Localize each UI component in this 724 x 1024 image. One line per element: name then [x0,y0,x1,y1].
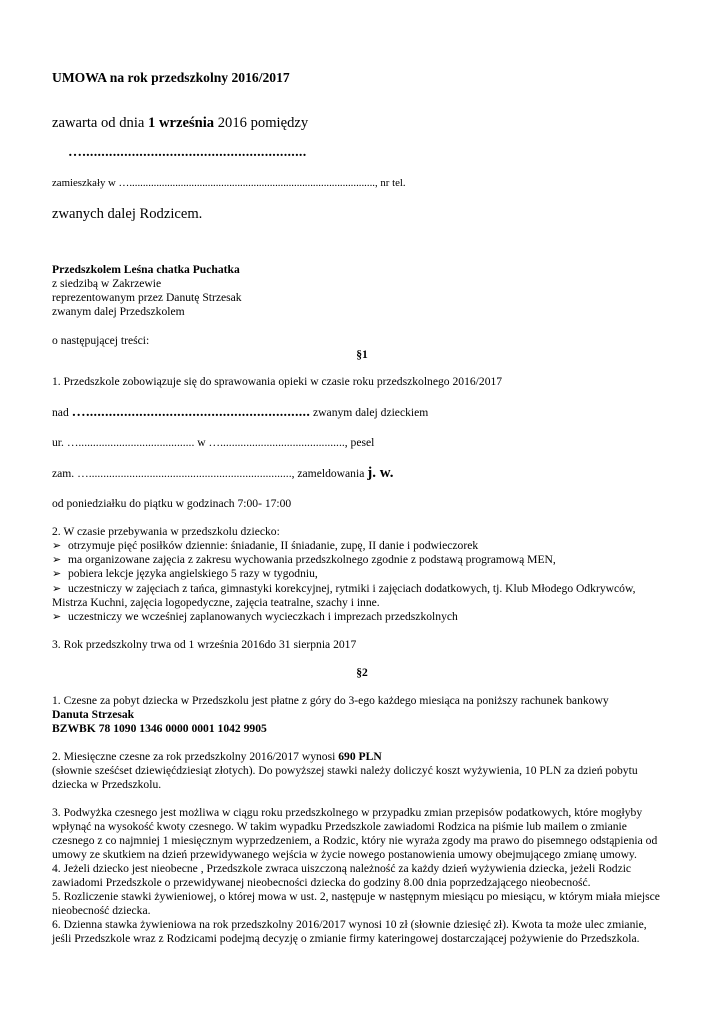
parent-called: zwanych dalej Rodzicem. [52,206,203,222]
following-text: o następującej treści: [52,334,150,347]
section2-p3-line: 3. Podwyżka czesnego jest możliwa w ciągu roku przedszkolnego w przypadku zmian przepisów podatkowych, które mogłyby [52,806,643,819]
section2-p1: 1. Czesne za pobyt dziecka w Przedszkolu jest płatne z góry do 3-ego każdego miesiąca na poniższy rachunek bankowy [52,694,609,707]
intro-post: 2016 pomiędzy [214,115,309,131]
child-pre: nad [52,406,72,419]
arrow-bullet-icon: ➢ [52,540,62,552]
arrow-bullet-icon: ➢ [52,611,62,623]
parent-name-blank: …........................................................... [68,145,307,160]
section2-p2-line: dziecka w Przedszkolu. [52,778,162,791]
section2-p5-line: nieobecność dziecka. [52,904,151,917]
bullet-item-continuation: Mistrza Kuchni, zajęcia logopedyczne, zajęcia teatralne, szachy i inne. [52,596,380,609]
section1-p2: 2. W czasie przebywania w przedszkolu dziecko: [52,525,280,538]
account-name: Danuta Strzesak [52,708,135,721]
section1-p1: 1. Przedszkole zobowiązuje się do sprawowania opieki w czasie roku przedszkolnego 2016/2017 [52,375,503,388]
section2-p3-line: wpłynąć na wysokość kwoty czesnego. W takim wypadku Przedszkole zawiadomi Rodzica na piśmie lub mailem o zmianie [52,820,627,833]
intro-pre: zawarta od dnia [52,115,149,131]
bullet-item: otrzymuje pięć posiłków dziennie: śniadanie, II śniadanie, zupę, II danie i podwieczorek [68,539,479,552]
section2-p2 [52,750,382,764]
section2-p2-line: (słownie sześćset dziewięćdziesiąt złotych). Do powyższej stawki należy doliczyć koszt wyżywienia, 10 PLN za dzień pobytu [52,764,638,777]
bullet-item: uczestniczy we wcześniej zaplanowanych wycieczkach i imprezach przedszkolnych [68,610,458,623]
section1-heading: §1 [356,348,368,361]
preschool-represented: reprezentowanym przez Danutę Strzesak [52,291,242,304]
arrow-bullet-icon: ➢ [52,554,62,566]
section2-p3-line: umowy ze skutkiem na dzień przewidywanego wejścia w życie nowego postanowienia umowy obejmującego zmianę umowy. [52,848,637,861]
section2-p4-line: zawiadomi Przedszkole o przewidywanej nieobecności dziecka do godziny 8.00 dnia poprzedzającego nieobecność. [52,876,591,889]
section2-p6-line: 6. Dzienna stawka żywieniowa na rok przedszkolny 2016/2017 wynosi 10 zł (słownie dziesięć zł). Kwota ta może ulec zmianie, [52,918,647,931]
section2-p2-pre: 2. Miesięczne czesne za rok przedszkolny 2016/2017 wynosi [52,750,339,763]
arrow-bullet-icon: ➢ [52,568,62,580]
bullet-item: pobiera lekcje języka angielskiego 5 razy w tygodniu, [68,567,318,580]
parent-address-line: zamieszkały w …..........................................................................................., nr tel. [52,177,406,189]
child-line [52,406,428,420]
intro-line [52,114,308,132]
section1-p3: 3. Rok przedszkolny trwa od 1 września 2016do 31 sierpnia 2017 [52,638,357,651]
child-post: zwanym dalej dzieckiem [310,406,429,419]
document-title: UMOWA na rok przedszkolny 2016/2017 [52,70,290,85]
bullet-item: uczestniczy w zajęciach z tańca, gimnastyki korekcyjnej, rytmiki i zajęciach dodatkowych, tj. Klub Młodego Odkrywców, [68,582,636,595]
residence-line [52,466,394,481]
arrow-bullet-icon: ➢ [52,583,62,595]
tuition-amount: 690 PLN [338,750,382,763]
hours-line: od poniedziałku do piątku w godzinach 7:00- 17:00 [52,497,292,510]
preschool-seat: z siedzibą w Zakrzewie [52,277,162,290]
residence-pre: zam. …......................................................................, zameldowania [52,467,368,480]
intro-date: 1 września [148,115,215,131]
section2-p4-line: 4. Jeżeli dziecko jest nieobecne , Przedszkole zwraca uiszczoną należność za każdy dzień wyżywienia dziecka, jeżeli Rodzic [52,862,632,875]
preschool-called: zwanym dalej Przedszkolem [52,305,185,318]
section2-p5-line: 5. Rozliczenie stawki żywieniowej, o której mowa w ust. 2, następuje w następnym miesiącu po miesiącu, w którym miała miejsce [52,890,660,903]
birth-line: ur. …........................................ w …..........................................., pesel [52,436,375,449]
bullet-item: ma organizowane zajęcia z zakresu wychowania przedszkolnego zgodnie z podstawą programową MEN, [68,553,556,566]
section2-heading: §2 [356,666,368,679]
child-name-blank: …........................................................... [71,405,311,420]
section2-p6-line: jeśli Przedszkole wraz z Rodzicami podejmą decyzję o zmianie firmy kateringowej dostarczającej pożywienie do Przedszkola. [52,932,640,945]
residence-jw: j. w. [367,465,394,481]
account-number: BZWBK 78 1090 1346 0000 0001 1042 9905 [52,722,267,735]
section2-p3-line: czesnego z co najmniej 1 miesięcznym wyprzedzeniem, a Rodzic, który nie wyraża zgody ma prawo do pisemnego odstąpienia od [52,834,658,847]
preschool-name: Przedszkolem Leśna chatka Puchatka [52,263,240,276]
